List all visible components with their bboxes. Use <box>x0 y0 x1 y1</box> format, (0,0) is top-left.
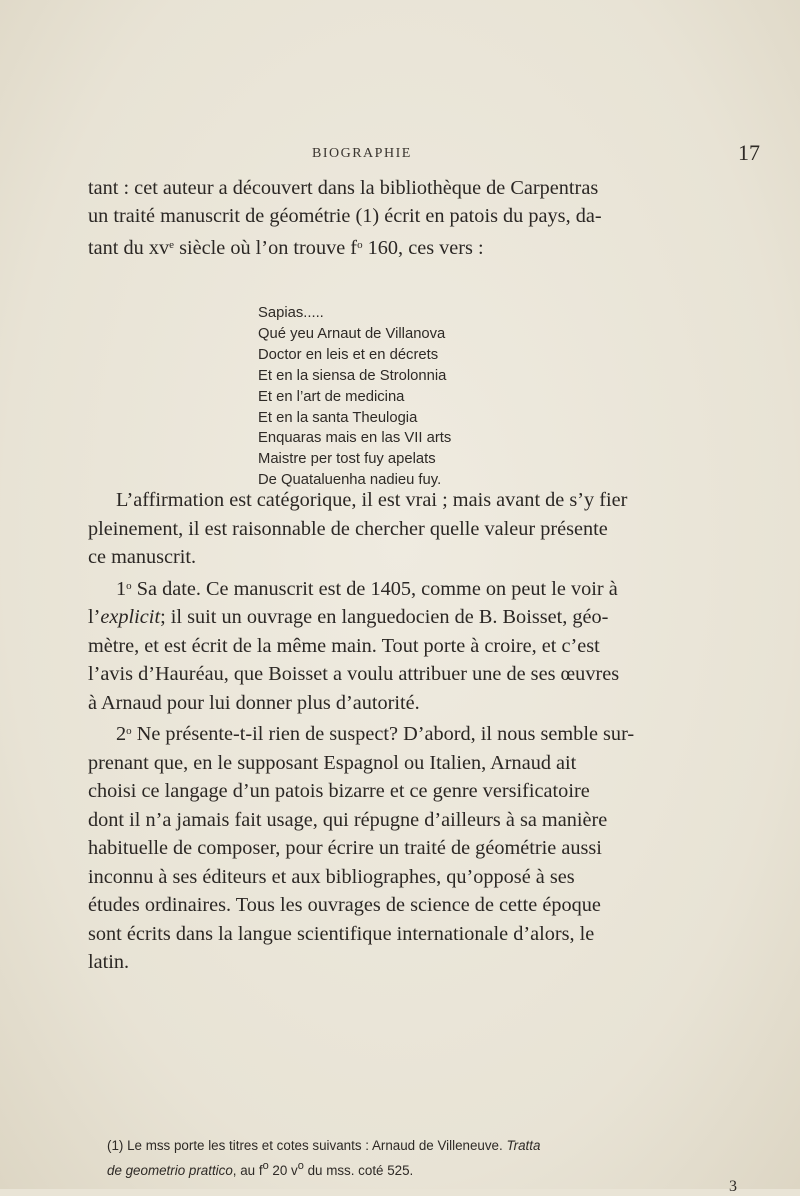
text-line: sont écrits dans la langue scientifique internationale d’alors, le <box>88 922 595 945</box>
verse-line: Et en la siensa de Strolonnia <box>258 367 447 384</box>
text-line: l’avis d’Hauréau, que Boisset a voulu attribuer une de ses œuvres <box>88 663 620 685</box>
text-line: inconnu à ses éditeurs et aux bibliographes, qu’opposé à ses <box>88 865 575 888</box>
text-line: prenant que, en le supposant Espagnol ou Italien, Arnaud ait <box>88 751 577 774</box>
superscript: e <box>169 238 175 251</box>
main-text <box>88 486 760 977</box>
footnote-line <box>107 1136 767 1156</box>
text-fragment: Ne présente-t-il rien de suspect? D’abord, il nous semble sur- <box>131 723 635 745</box>
text-fragment: 20 v <box>268 1163 298 1178</box>
text-line: L’affirmation est catégorique, il est vrai ; mais avant de s’y fier <box>116 489 628 511</box>
verse-line: De Quataluenha nadieu fuy. <box>258 472 442 489</box>
text-line <box>88 717 760 749</box>
superscript: o <box>357 238 363 251</box>
verse-line: Et en l’art de medicina <box>258 388 405 405</box>
verse-quote <box>258 303 451 491</box>
text-line: mètre, et est écrit de la même main. Tout porte à croire, et c’est <box>88 634 600 657</box>
verse-line: Enquaras mais en las VII arts <box>258 430 452 447</box>
superscript: o <box>126 579 132 592</box>
text-fragment: ; il suit un ouvrage en languedocien de B. Boisset, géo- <box>160 606 609 628</box>
footnote-line <box>107 1156 767 1181</box>
text-line: choisi ce langage d’un patois bizarre et ce genre versificatoire <box>88 780 590 802</box>
text-fragment: 160, ces vers : <box>362 236 484 259</box>
verse-line: Qué yeu Arnaut de Villanova <box>258 325 446 342</box>
text-line <box>88 603 760 632</box>
italic-title: Tratta <box>506 1138 541 1153</box>
superscript: o <box>262 1160 269 1172</box>
text-fragment: Sa date. Ce manuscrit est de 1405, comme on peut le voir à <box>131 577 618 600</box>
text-fragment: , au f <box>232 1163 263 1178</box>
superscript: o <box>297 1160 304 1172</box>
verse-line: Et en la santa Theulogia <box>258 409 418 426</box>
text-line: ce manuscrit. <box>88 546 197 568</box>
text-fragment: l’ <box>88 606 101 628</box>
page-header <box>0 140 800 170</box>
text-line: études ordinaires. Tous les ouvrages de science de cette époque <box>88 894 601 916</box>
verse-line: Sapias..... <box>258 305 324 321</box>
text-line: habituelle de composer, pour écrire un traité de géométrie aussi <box>88 837 602 859</box>
text-line: pleinement, il est raisonnable de chercher quelle valeur présente <box>88 517 608 540</box>
superscript: o <box>126 725 132 737</box>
text-line <box>88 231 760 262</box>
page-number: 17 <box>738 140 760 165</box>
text-line: latin. <box>88 951 130 973</box>
text-fragment: siècle où l’on trouve f <box>174 236 358 259</box>
footnote <box>107 1136 767 1181</box>
text-line: un traité manuscrit de géométrie (1) écrit en patois du pays, da- <box>88 205 602 228</box>
text-line <box>88 572 760 604</box>
text-line: dont il n’a jamais fait usage, qui répugne d’ailleurs à sa manière <box>88 808 608 831</box>
text-line: tant : cet auteur a découvert dans la bibliothèque de Carpentras <box>88 177 599 199</box>
text-fragment: 1 <box>116 577 127 600</box>
running-head: BIOGRAPHIE <box>312 146 412 161</box>
signature-mark: 3 <box>729 1178 737 1195</box>
text-fragment: du mss. coté 525. <box>303 1163 414 1178</box>
verse-line: Maistre per tost fuy apelats <box>258 451 436 468</box>
text-fragment: tant du xv <box>88 236 170 259</box>
italic-term: explicit <box>100 606 161 628</box>
italic-title: de geometrio prattico <box>107 1163 233 1178</box>
verse-line: Doctor en leis et en décrets <box>258 346 439 363</box>
text-fragment: 2 <box>116 723 127 745</box>
intro-paragraph <box>88 174 760 262</box>
text-fragment: (1) Le mss porte les titres et cotes suivants : Arnaud de Villeneuve. <box>107 1138 507 1153</box>
text-line: à Arnaud pour lui donner plus d’autorité. <box>88 691 420 714</box>
